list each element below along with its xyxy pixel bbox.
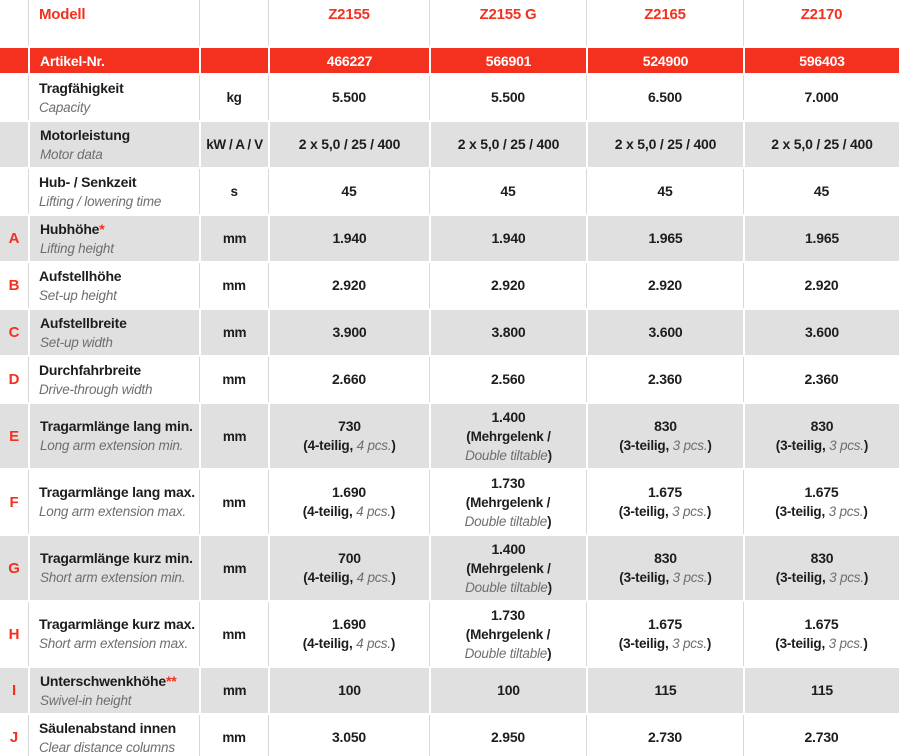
row-unit-cell <box>199 404 268 468</box>
value-main: 2.730 <box>647 729 683 745</box>
row-label-en: Set-up width <box>40 334 113 350</box>
value-main: 1.965 <box>648 230 683 246</box>
value-note-italic: 3 pcs. <box>672 636 707 651</box>
row-label-cell <box>28 263 199 308</box>
value-note: (Mehrgelenk / <box>466 560 551 576</box>
value-note: (3-teilig, 3 pcs.) <box>775 570 869 585</box>
row-unit: kW / A / V <box>206 137 263 152</box>
value-cell <box>743 357 899 402</box>
model-name: Z2165 <box>644 6 686 23</box>
value-main: 45 <box>341 183 357 199</box>
value-cell <box>429 122 586 167</box>
value-note-italic: Double tiltable <box>464 513 548 529</box>
row-label-cell <box>28 216 199 261</box>
artikel-value-cell <box>586 48 743 73</box>
value-cell <box>429 602 586 666</box>
value-main: 2.920 <box>647 277 683 293</box>
value-note-italic: Double tiltable <box>464 645 548 661</box>
value-main: 1.940 <box>332 230 367 246</box>
value-main: 7.000 <box>804 89 839 105</box>
asterisk-marker: ** <box>165 672 177 689</box>
value-cell <box>268 668 429 713</box>
value-main: 100 <box>497 682 520 698</box>
row-unit-cell <box>199 715 268 756</box>
value-cell <box>586 536 743 600</box>
table-row-H <box>0 602 899 666</box>
row-letter-cell <box>0 715 28 756</box>
row-letter: G <box>8 559 20 577</box>
value-note: (Mehrgelenk / <box>465 494 551 510</box>
row-unit: mm <box>222 626 246 642</box>
value-main: 1.675 <box>647 484 683 500</box>
value-main: 1.400 <box>491 540 526 557</box>
row-unit: s <box>230 184 238 199</box>
value-note: (4-teilig, 4 pcs.) <box>302 636 396 651</box>
value-main: 3.600 <box>804 324 840 340</box>
row-letter-cell <box>0 404 28 468</box>
header-model-cell <box>268 0 429 46</box>
row-unit: mm <box>222 231 247 246</box>
value-note: (Mehrgelenk / <box>466 428 551 444</box>
artikel-number: 524900 <box>642 52 689 69</box>
value-cell <box>586 470 743 534</box>
value-main: 2 x 5,0 / 25 / 400 <box>457 136 560 152</box>
row-label-de: Aufstellbreite <box>40 314 127 331</box>
row-unit-cell <box>199 216 268 261</box>
row-letter: B <box>8 277 20 294</box>
row-label-en: Clear distance columns <box>39 739 175 755</box>
value-main: 1.675 <box>647 616 683 632</box>
model-name: Z2170 <box>800 6 843 23</box>
table-body <box>0 75 899 756</box>
artikel-value-cell <box>429 48 586 73</box>
value-main: 2.920 <box>804 277 839 293</box>
value-cell <box>743 169 899 214</box>
value-main: 1.730 <box>490 606 526 623</box>
row-unit: mm <box>222 278 246 293</box>
row-unit-cell <box>199 536 268 600</box>
value-cell <box>429 263 586 308</box>
row-letter-cell <box>0 310 28 355</box>
row-letter-cell <box>0 169 28 214</box>
value-cell <box>429 310 586 355</box>
row-label-de: Hub- / Senkzeit <box>39 173 137 190</box>
value-main: 5.500 <box>490 89 526 105</box>
model-header-row <box>0 0 899 46</box>
value-cell <box>743 536 899 600</box>
artikel-label-cell <box>28 48 199 73</box>
value-cell <box>429 715 586 756</box>
value-cell <box>586 263 743 308</box>
value-cell <box>743 75 899 120</box>
row-letter-cell <box>0 668 28 713</box>
value-main: 1.675 <box>804 616 839 632</box>
row-label-de: Hubhöhe* <box>40 220 105 237</box>
row-letter: A <box>8 230 20 247</box>
value-cell <box>429 216 586 261</box>
row-unit: mm <box>222 325 247 340</box>
row-letter: H <box>8 625 20 643</box>
row-letter: E <box>9 427 19 445</box>
value-cell <box>586 404 743 468</box>
row-letter-cell <box>0 357 28 402</box>
value-note-italic: 3 pcs. <box>828 504 864 519</box>
value-note: (3-teilig, 3 pcs.) <box>775 438 869 453</box>
value-cell <box>586 668 743 713</box>
row-label-en: Long arm extension max. <box>39 504 186 519</box>
row-letter-cell <box>0 216 28 261</box>
value-note: (3-teilig, 3 pcs.) <box>619 570 712 585</box>
value-main: 3.800 <box>491 324 526 340</box>
value-cell <box>268 216 429 261</box>
value-note: Double tiltable) <box>464 513 552 529</box>
value-note: (3-teilig, 3 pcs.) <box>618 636 712 651</box>
value-main: 2.660 <box>331 371 367 387</box>
value-main: 1.690 <box>331 616 367 632</box>
table-row-J <box>0 715 899 756</box>
value-main: 1.690 <box>331 484 367 500</box>
value-main: 2.730 <box>804 729 839 745</box>
row-letter: I <box>12 682 16 699</box>
row-unit-cell <box>199 602 268 666</box>
value-note-italic: 4 pcs. <box>356 570 392 585</box>
value-main: 115 <box>811 682 833 698</box>
value-cell <box>586 715 743 756</box>
value-cell <box>586 122 743 167</box>
table-row-E <box>0 404 899 468</box>
table-row <box>0 122 899 167</box>
value-main: 2 x 5,0 / 25 / 400 <box>771 136 873 152</box>
row-label-cell <box>28 602 199 666</box>
row-label-cell <box>28 357 199 402</box>
value-cell <box>429 169 586 214</box>
row-label-cell <box>28 169 199 214</box>
table-row <box>0 75 899 120</box>
row-label-de: Säulenabstand innen <box>39 719 176 736</box>
row-label-en: Lifting / lowering time <box>39 193 162 209</box>
value-cell <box>268 357 429 402</box>
row-unit: kg <box>226 90 242 105</box>
value-cell <box>268 310 429 355</box>
value-cell <box>429 668 586 713</box>
value-cell <box>743 310 899 355</box>
value-cell <box>743 216 899 261</box>
row-letter-cell <box>0 122 28 167</box>
row-unit-cell <box>199 470 268 534</box>
value-cell <box>743 715 899 756</box>
row-label-en: Drive-through width <box>39 381 153 397</box>
value-main: 2.560 <box>490 371 526 387</box>
value-main: 1.730 <box>490 474 526 491</box>
row-unit-cell <box>199 310 268 355</box>
row-label-cell <box>28 470 199 534</box>
value-cell <box>586 75 743 120</box>
value-main: 2.360 <box>804 371 839 387</box>
value-cell <box>268 169 429 214</box>
value-note-italic: 3 pcs. <box>672 504 707 519</box>
row-label-cell <box>28 404 199 468</box>
value-main: 2 x 5,0 / 25 / 400 <box>614 136 717 152</box>
value-main: 830 <box>810 418 834 434</box>
value-cell <box>268 602 429 666</box>
value-cell <box>429 470 586 534</box>
row-label-en: Motor data <box>40 146 103 162</box>
model-name: Z2155 G <box>479 6 537 23</box>
row-label-de: Aufstellhöhe <box>39 267 122 284</box>
row-unit: mm <box>222 494 246 510</box>
value-cell <box>586 310 743 355</box>
row-label-cell <box>28 122 199 167</box>
table-row-F <box>0 470 899 534</box>
row-label-en: Short arm extension min. <box>40 570 186 585</box>
value-note-italic: 3 pcs. <box>829 438 864 453</box>
value-cell <box>429 357 586 402</box>
value-cell <box>586 169 743 214</box>
row-label-de: Tragarmlänge lang max. <box>39 484 195 500</box>
value-main: 6.500 <box>647 89 683 105</box>
value-note-italic: 3 pcs. <box>672 438 708 453</box>
value-cell <box>586 216 743 261</box>
value-main: 2.920 <box>331 277 367 293</box>
table-row-A <box>0 216 899 261</box>
artikel-value-cell <box>743 48 899 73</box>
value-main: 2.950 <box>490 729 526 745</box>
value-cell <box>586 357 743 402</box>
value-note: (3-teilig, 3 pcs.) <box>775 636 868 651</box>
value-cell <box>743 668 899 713</box>
row-unit-cell <box>199 357 268 402</box>
row-label-en: Short arm extension max. <box>39 636 189 651</box>
header-model-cell <box>429 0 586 46</box>
value-main: 3.600 <box>648 324 683 340</box>
table-row-B <box>0 263 899 308</box>
value-main: 2.360 <box>647 371 683 387</box>
value-main: 1.940 <box>491 230 526 246</box>
row-letter-cell <box>0 75 28 120</box>
value-cell <box>429 404 586 468</box>
value-note: (3-teilig, 3 pcs.) <box>618 504 712 519</box>
model-header-label: Modell <box>39 6 86 23</box>
value-note-italic: 4 pcs. <box>356 438 392 453</box>
value-main: 3.900 <box>332 324 367 340</box>
table-row-G <box>0 536 899 600</box>
value-main: 3.050 <box>331 729 367 745</box>
model-name: Z2155 <box>328 6 370 23</box>
value-note-italic: Double tiltable <box>465 447 548 463</box>
artikel-number: 466227 <box>326 52 373 69</box>
artikel-number: 596403 <box>799 52 845 69</box>
row-letter: C <box>8 324 20 341</box>
value-main: 1.400 <box>491 408 526 425</box>
value-cell <box>429 75 586 120</box>
row-label-en: Lifting height <box>40 240 114 256</box>
artikel-number: 566901 <box>485 52 532 69</box>
value-cell <box>268 75 429 120</box>
row-label-cell <box>28 715 199 756</box>
value-cell <box>586 602 743 666</box>
value-note-italic: 3 pcs. <box>828 636 864 651</box>
value-main: 100 <box>338 682 361 698</box>
value-main: 2 x 5,0 / 25 / 400 <box>298 136 401 152</box>
header-model-cell <box>743 0 899 46</box>
value-note: (4-teilig, 4 pcs.) <box>303 570 396 585</box>
row-label-en: Long arm extension min. <box>40 438 184 453</box>
value-main: 115 <box>654 682 677 698</box>
table-row-D <box>0 357 899 402</box>
row-label-de: Tragarmlänge kurz max. <box>39 616 195 632</box>
row-label-de: Motorleistung <box>40 126 130 143</box>
row-label-cell <box>28 536 199 600</box>
value-main: 2.920 <box>490 277 526 293</box>
row-unit-cell <box>199 122 268 167</box>
value-note: Double tiltable) <box>465 447 552 463</box>
value-main: 830 <box>654 418 677 434</box>
value-main: 830 <box>654 550 677 566</box>
table-row-I <box>0 668 899 713</box>
value-note: (3-teilig, 3 pcs.) <box>775 504 868 519</box>
header-unit-cell <box>199 0 268 46</box>
row-unit: mm <box>222 560 247 576</box>
value-cell <box>743 404 899 468</box>
value-main: 45 <box>813 183 830 199</box>
value-cell <box>268 122 429 167</box>
value-cell <box>743 602 899 666</box>
artikel-value-cell <box>268 48 429 73</box>
row-unit: mm <box>222 683 247 698</box>
artikel-unit-cell <box>199 48 268 73</box>
artikel-label: Artikel-Nr. <box>40 52 105 69</box>
value-note: (Mehrgelenk / <box>465 626 551 642</box>
row-unit-cell <box>199 668 268 713</box>
row-label-de: Tragarmlänge kurz min. <box>40 550 193 566</box>
header-label-cell <box>28 0 199 46</box>
value-main: 730 <box>338 418 361 434</box>
header-model-cell <box>586 0 743 46</box>
value-cell <box>268 536 429 600</box>
value-note-italic: 3 pcs. <box>829 570 864 585</box>
row-unit-cell <box>199 169 268 214</box>
row-label-de: Durchfahrbreite <box>39 361 142 378</box>
header-gutter-cell <box>0 0 28 46</box>
table-row <box>0 169 899 214</box>
row-label-de: Tragfähigkeit <box>39 79 124 96</box>
row-label-de: Unterschwenkhöhe** <box>40 672 177 689</box>
row-label-cell <box>28 668 199 713</box>
row-label-en: Capacity <box>39 99 90 115</box>
artikel-row <box>0 48 899 73</box>
value-cell <box>268 470 429 534</box>
value-note: (4-teilig, 4 pcs.) <box>303 438 396 453</box>
value-note-italic: 4 pcs. <box>356 636 391 651</box>
value-cell <box>429 536 586 600</box>
row-label-cell <box>28 310 199 355</box>
table-row-C <box>0 310 899 355</box>
value-main: 700 <box>338 550 361 566</box>
value-cell <box>743 470 899 534</box>
row-label-cell <box>28 75 199 120</box>
value-cell <box>743 263 899 308</box>
row-label-en: Set-up height <box>39 287 117 303</box>
value-note-italic: 4 pcs. <box>356 504 391 519</box>
value-main: 1.965 <box>804 230 840 246</box>
row-unit-cell <box>199 263 268 308</box>
value-note: (3-teilig, 3 pcs.) <box>619 438 712 453</box>
value-note: Double tiltable) <box>464 645 552 661</box>
value-main: 5.500 <box>331 89 367 105</box>
row-letter-cell <box>0 263 28 308</box>
value-main: 830 <box>810 550 834 566</box>
row-letter-cell <box>0 602 28 666</box>
value-cell <box>268 263 429 308</box>
row-label-de: Tragarmlänge lang min. <box>40 418 193 434</box>
value-cell <box>743 122 899 167</box>
row-letter-cell <box>0 536 28 600</box>
row-letter: J <box>9 729 19 746</box>
row-unit: mm <box>222 428 247 444</box>
value-note-italic: Double tiltable <box>465 579 548 595</box>
value-note: Double tiltable) <box>465 579 552 595</box>
asterisk-marker: * <box>99 220 105 237</box>
value-main: 45 <box>500 183 516 199</box>
row-letter: F <box>9 493 19 511</box>
value-cell <box>268 715 429 756</box>
value-cell <box>268 404 429 468</box>
value-main: 45 <box>657 183 673 199</box>
value-note-italic: 3 pcs. <box>672 570 708 585</box>
row-unit-cell <box>199 75 268 120</box>
value-note: (4-teilig, 4 pcs.) <box>302 504 396 519</box>
row-unit: mm <box>222 730 246 745</box>
row-letter-cell <box>0 470 28 534</box>
artikel-gutter-cell <box>0 48 28 73</box>
row-unit: mm <box>222 372 246 387</box>
row-label-en: Swivel-in height <box>40 692 132 708</box>
value-main: 1.675 <box>804 484 839 500</box>
row-letter: D <box>8 371 20 388</box>
